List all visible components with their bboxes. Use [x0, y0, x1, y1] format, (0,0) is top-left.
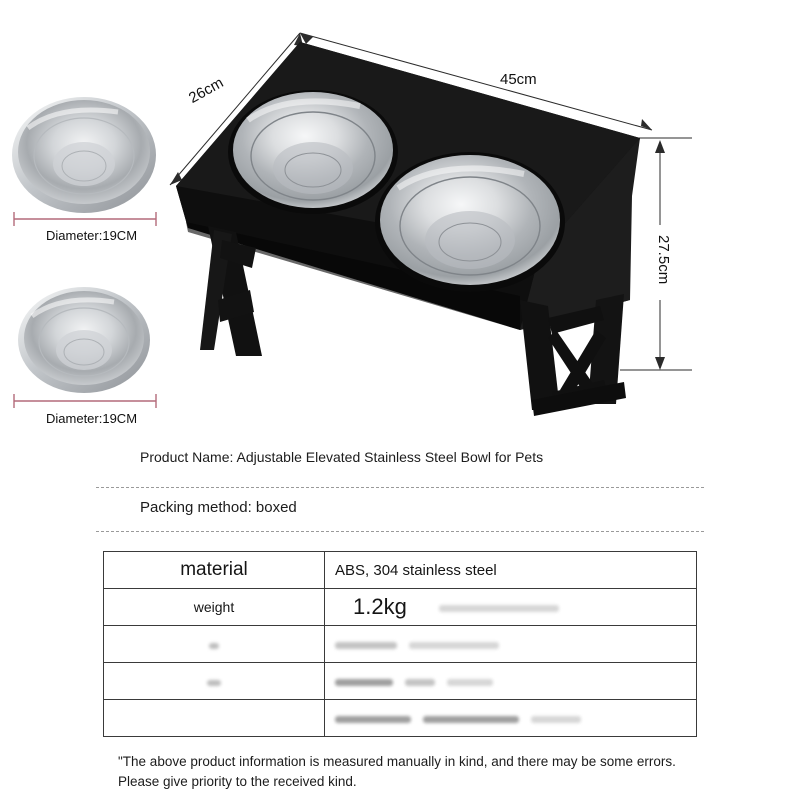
- illegible-mark: [207, 680, 221, 686]
- spec-value-illegible-2: [325, 663, 697, 700]
- bowl-side-1: [12, 97, 156, 213]
- table-row: [104, 663, 697, 700]
- illegible-mark: [335, 679, 393, 686]
- illegible-mark: [209, 643, 219, 649]
- bowl-1-dimension: [14, 212, 156, 226]
- illegible-mark: [439, 605, 559, 612]
- illegible-mark: [405, 679, 435, 686]
- bowl-side-2: [18, 287, 150, 393]
- spec-key-illegible-2: [104, 663, 325, 700]
- elevated-stand: [176, 42, 640, 416]
- specification-table: [103, 551, 697, 737]
- illegible-mark: [447, 679, 493, 686]
- spec-value-weight: [325, 589, 697, 626]
- spec-key-weight: weight: [104, 589, 325, 626]
- height-dimension-label: 27.5cm: [655, 235, 672, 285]
- table-row: [104, 626, 697, 663]
- divider-1: [96, 487, 704, 488]
- depth-dimension-label: 26cm: [186, 74, 227, 107]
- spec-key-material: material: [104, 552, 325, 589]
- illegible-mark: [335, 716, 411, 723]
- illegible-mark: [531, 716, 581, 723]
- table-row: [104, 700, 697, 737]
- product-name-text: Product Name: Adjustable Elevated Stainless Steel Bowl for Pets: [140, 449, 544, 465]
- spec-value-illegible-3: [325, 700, 697, 737]
- table-row: [104, 589, 697, 626]
- illegible-mark: [335, 642, 397, 649]
- bowl-2-diameter-label: Diameter:19CM: [46, 411, 138, 426]
- spec-key-illegible-3: [104, 700, 325, 737]
- packing-method-text: Packing method: boxed: [140, 499, 297, 516]
- illegible-mark: [423, 716, 519, 723]
- divider-2: [96, 531, 704, 532]
- illegible-mark: [409, 642, 499, 649]
- table-row: [104, 552, 697, 589]
- width-dimension-label: 45cm: [500, 71, 537, 88]
- spec-value-material: ABS, 304 stainless steel: [325, 552, 697, 589]
- spec-key-illegible-1: [104, 626, 325, 663]
- bowl-2-dimension: [14, 394, 156, 408]
- weight-value: 1.2kg: [353, 594, 407, 619]
- spec-value-illegible-1: [325, 626, 697, 663]
- footnote-text: "The above product information is measured manually in kind, and there may be some errors. Please give priority to the received kind.: [118, 754, 676, 790]
- bowl-1-diameter-label: Diameter:19CM: [46, 228, 138, 243]
